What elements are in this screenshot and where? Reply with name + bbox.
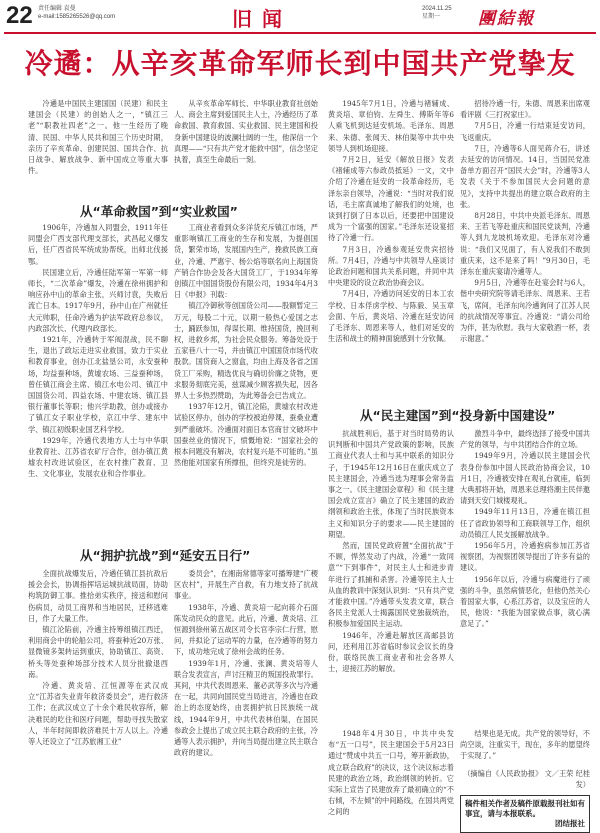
subhead-2: 从“拥护抗战”到“延安五日行” — [80, 548, 251, 563]
paragraph: 1939年1月，冷遹、张澜、黄炎培等人联合发表宣言，声讨汪精卫的叛国投敌罪行。其间，中共代表周恩来、董必武等多次与冷遹在一起，共同向国民党当局进言，冷遹也在政治上的态度始终，由衷拥护抗日民族统一战线，1944年9月，中共代表林伯渠，在国民参政会上提出了成立民主联合政府的主张，冷遹等人表示拥护，并向当局提出建立民主联合政府的建议。 — [174, 658, 318, 758]
paragraph: 1906年，冷遹加入同盟会，1911年任同盟会广西支部代理支部长，武昌起义爆发后，任广西省民军统成协帮统，出师北伐援鄂。 — [28, 223, 168, 266]
subhead-1: 从“革命救国”到“实业救国” — [80, 204, 238, 219]
paragraph: 7月2日，延安《解放日报》发表《褚辅成等六参政员抵延》一文，文中介绍了冷遹在延安的一段革命经历，毛泽东亲自领导，冷遹说：“当时对我们说话，毛主席真诚地了解我们的处境，也谈到打倒了日本以后，还要把中国建设成为一个富强的国家。”毛泽东还设宴招待了冷遹一行。 — [328, 155, 454, 243]
col3-bottom — [328, 728, 454, 832]
issue-date — [422, 5, 452, 21]
notice-box — [460, 795, 590, 833]
paragraph: 1956年以后，冷遹与病魔进行了顽强的斗争，虽然病情恶化，但他仍然关心着国家大事，心系江苏省，以及宝应的人民，他说：“我能为国家做点事，就心满意足了。” — [460, 574, 590, 629]
paragraph: 然而，国民党政府置“全面抗战”于不顾，悍然发动了内战，冷遹“一致同意”“下到事件”，对民主人士和进步青年进行了抓捕和杀害。冷遹等民主人士从血的教训中深刻认识到：“只有共产党才能救中国。”冷遹带头发表文章，联合各民主党派人士揭露国民党独裁统治，积极参加爱国民主运动。 — [328, 541, 454, 629]
col4-bottom — [460, 728, 590, 768]
paragraph: 冷遹、黄炎培、江恒源等在武汉成立“江苏省失业青年救济委员会”，进行救济工作；在武汉成立了十余个难民收容所，解决难民的吃住和医疗问题，帮助寻找失散家人，半年时间即救济难民十万人以上。冷遹等人还设立了“江苏旅湘工业” — [28, 681, 168, 747]
notice-text: 稿件相关作者及稿件原载报刊社如有事宜，请与本报联系。 — [465, 799, 585, 818]
weekday-text: 星期一 — [422, 14, 441, 20]
subhead-3: 从“民主建国”到“投身新中国建设” — [360, 408, 556, 423]
paragraph: 民国建立后，冷遹任陆军第一军第一师师长，“二次革命”爆发，冷遹在徐州拥护和响应孙中山的革命主张，兴师讨袁，失败后流亡日本。1917年9月，孙中山在广州就任大元帅职，任命冷遹为护法军政府总参议，内政部次长、代理内政部长。 — [28, 267, 168, 333]
paragraph: 冷遹是中国民主建国国（民建）和民主建国会（民建）的创始人之一，“镇江三老”“职教社四老”之一。他一生经历了晚清、民国、中华人民共和国三个历史时期，亲历了辛亥革命、创建民国、国共合作、抗日战争、解放战争、新中国成立等重大事件。 — [28, 99, 168, 176]
masthead-logo: 團結報 — [478, 9, 535, 29]
paragraph: 1945年7月1日，冷遹与褚辅成、黄炎培、章伯钧、左舜生、傅斯年等6人乘飞机到达延安机场。毛泽东、周恩来、朱德、张闻天、林伯渠等中共中央领导人到机场迎接。 — [328, 99, 454, 153]
date-text: 2024.11.25 — [422, 6, 452, 12]
editor-info — [38, 5, 115, 21]
paragraph: 委员会”，在湘南常德等家可播筹建“广稷区农村”，开展生产自救，有力地支持了抗战事业。 — [174, 569, 318, 601]
article-title: 冷遹：从辛亥革命军师长到中国共产党挚友 — [24, 47, 576, 80]
paragraph: 抗战胜利后，基于对当时局势的认识判断和中国共产党政策的影响，民族工商业代表人士和与其中联系的知识分子，于1945年12月16日在重庆成立了民主建国会，冷遹当选为理事会常务监事之一。《民主建国会章程》和《民主建国会成立宣言》确立了民主建国的政治纲领和政治主张，体现了当时民族资本主义和知识分子的要求——民主建国的期望。 — [328, 429, 454, 539]
paragraph: 1937年12月，镇江沦陷，黄墟农村改进试验区停办，创办的学校被迫停课，蚕桑业遭到严重破坏。冷遹面对面日本官商甘文破坏中国蚕丝业的情况下，愤慨地说：“国家社会的根本问题没有解决，农村复兴是不可能的。”虽然他能对国家有所撑扭，但终究是徒劳的。 — [174, 402, 318, 468]
paragraph: 8月28日，中共中央派毛泽东、周恩来、王若飞等赴重庆和国民党谈判，冷遹等人到九龙坡机场欢迎。毛泽东对冷遹说：“我们又见面了，有人说我们不敢到重庆来，这不是来了吗！”9月30日，毛泽东在重庆宴请冷遹等人。 — [460, 211, 590, 277]
col1-intro — [28, 98, 168, 194]
paragraph: 1956年5月，冷遹抱病参加江苏省视察团，为视察团领导提出了许多有益的建议。 — [460, 541, 590, 573]
paragraph: 7月5日，冷遹一行结束延安访问，飞返重庆。 — [460, 121, 590, 142]
paragraph: 1946年，冷遹赴解放区高邮县访问，还利用江苏省临时参议会议长的身份，联络民族工商业者和社会各界人士，迎接江苏的解放。 — [328, 630, 454, 674]
paragraph: 工商业者看到众多洋货充斥镇江市场，严重影响镇江工商业的生存和发展，为提倡国货，繁荣市场，发展国内生产，挽救民族工商业，冷遹、严惠宇、杨公焰等联名向上海国货产销合作协会及各大国货工厂，于1934年筹创镇江中国国货股份有限公司，1934年4月3日《申报》刊载： — [174, 223, 318, 300]
col1-section2 — [28, 568, 168, 832]
col2-section1 — [174, 222, 318, 540]
paragraph: 镇江沦陷前，冷遹主持筹组镇江西迁，利用商会中的轮船公司，将蚕种近20万张、显微镜多架转运到重庆，协助镇江、高资、桥头等处蚕种场部分技术人员分批撤退西南。 — [28, 625, 168, 679]
author-credit — [460, 768, 590, 792]
paragraph: 1949年11月13日，冷遹在镇江担任了省政协领导和工商联领导工作，组织动员镇江人民支援解放战争。 — [460, 507, 590, 539]
paragraph: 9月5日，冷遹等在赴宴会时与6人，偕中央研究院等请毛泽东、周恩来、王若飞，席间，毛泽东向冷遹询问了江苏人民的抗战情况等事宜。冷遹说：“请公司给为伴，甚为欣慰。我与大家敬酒一杯，表示谢意。” — [460, 278, 590, 344]
paragraph: 镇江冷御秋等创国货公司——股额暂定三万元，每股二十元，以期一般热心爱国之志士，踊跃参加，得谋长期、维持国货，挽回利权，进救乡邦，为社会民众服务。筹备处设于五家巷八十一号，并由镇江中国国货市场代收股款。国货商人之窗盒，均由上海及各省之国货工厂采购，精选优良与确切价廉之货物，更求服务彻底完美，兹谋减少顾客损失起，因各界人士多热烈赞助，为此筹备会已告成立。 — [174, 301, 318, 401]
paragraph: 全面抗战爆发后，冷遹任镇江县抗敌后援会会长，协调指挥培运城抗战局面，协助构筑防御工事。推拾弟实秩序，接送和慰问伤病员，动员工商界和当地居民，迁移逃难日，作了大量工作。 — [28, 569, 168, 623]
col3-top — [328, 98, 454, 400]
paragraph: 结果也是无成。共产党的领导好，不尚空谈，注重实干，现在，多年的愿望终于实现了。” — [460, 729, 590, 761]
editor-name: 责任编辑 袁曼 — [38, 6, 76, 12]
paragraph: 1938年，冷遹、黄炎培一起向蒋介石面陈发动民众的意见。此后，冷遹、黄炎培、江恒源到徐州第五战区司令长官李宗仁行营，慰问，并拟论了运动军的力量，在冷遹等的努力下，成功地完成了徐州会战的任务。 — [174, 602, 318, 657]
col3-mid — [328, 428, 454, 724]
col2-section2 — [174, 568, 318, 832]
col1-section1 — [28, 222, 168, 540]
paragraph: 7日，冷遹等6人面见蒋介石，讲述去延安的访问情况。14日，当国民党准备单方面召开“国民大会”时，冷遹等3人发表《关于不参加国民大会问题的意见》，支持中共提出的建立联合政府的主张。 — [460, 143, 590, 209]
col4-top — [460, 98, 590, 400]
paragraph: 1949年9月，冷遹以民主建国会代表身份参加中国人民政治协商会议，10月1日，冷遹被安排在观礼台就座，临到大典那将开始，周恩来总理将潮主民伴邀请到天安门城楼观礼。 — [460, 451, 590, 506]
paragraph: 1948年4月30日，中共中央发布“五一口号”，民主建国会于5月23日通过“赞成中共五一口号，筹开新政协，成立联合政府”的决议，这个决议标志着民建的政治立场，政治纲领的转折。它实际上宣告了民建放弃了最初确立的“不右倾，不左倾”的中间路线，在国共两党之间的 — [328, 729, 454, 817]
col2-intro — [174, 98, 318, 194]
paragraph: 1929年，冷遹代表地方人士与中华职业教育社、江苏省农矿厅合作，创办镇江黄墟农村改进试验区，在农村推广教育、卫生、文化事业，发展农业和合作事业。 — [28, 435, 168, 479]
paragraph: 7月3日，冷遹参观延安贵宾招待所。7月4日，冷遹与中共领导人座谈讨论政治问题和国共关系问题，并同中共中央建设的设立政治协商会议。 — [328, 244, 454, 288]
section-name: 旧闻 — [232, 9, 292, 31]
editor-email: e-mail:1585265526@qq.com — [38, 14, 116, 20]
author-text: （摘编自《人民政协报》 文／王荣 纪桂发） — [463, 769, 590, 790]
notice-sign: 团结报社 — [555, 819, 585, 828]
header-rule — [4, 32, 596, 34]
paragraph: 激烈斗争中，最终选择了接受中国共产党的领导，与中共团结合作的立场。 — [460, 429, 590, 450]
paragraph: 从辛亥革命军师长、中华职业教育社创始人、商会主席到爱国民主人士，冷遹经历了革命救国、教育救国、实业救国、民主建国和投身新中国建设的波澜壮阔的一生，他深信一个真理——“只有共产党才能救中国”，信念坚定执着，真至生命最后一刻。 — [174, 99, 318, 165]
page-header — [0, 0, 600, 34]
paragraph: 7月4日，冷遹访问延安的日本工农学校、日本俘虏学校、与陈毅、吴玉章会面、午后，黄炎培、冷遹在延安访问了毛泽东、周恩来等人，他们对延安的生活和战士的精神面貌感到十分钦佩。 — [328, 289, 454, 344]
page-number: 22 — [6, 2, 33, 29]
paragraph: 1921年，冷遹转于军阀混战，民不聊生，退出了政坛走进实业救国，致力于实业和教育事业，创办江北盐垦公司，永安蚕种场，均益蚕种场，黄墟农场、三益蚕种场，曾任镇江商会主席、镇江水电公司、镇江中国国货公司、四益农场、中建农场、镇江县银行董事长等职；他兴学助教，创办或接办了镇江女子职业学校，京江中学、建东中学、镇江初级职业国艺科学校。 — [28, 335, 168, 434]
paragraph: 招待冷遹一行，朱德、周恩来出席观看评剧《三打祝家庄》。 — [460, 99, 590, 120]
col4-mid — [460, 428, 590, 724]
